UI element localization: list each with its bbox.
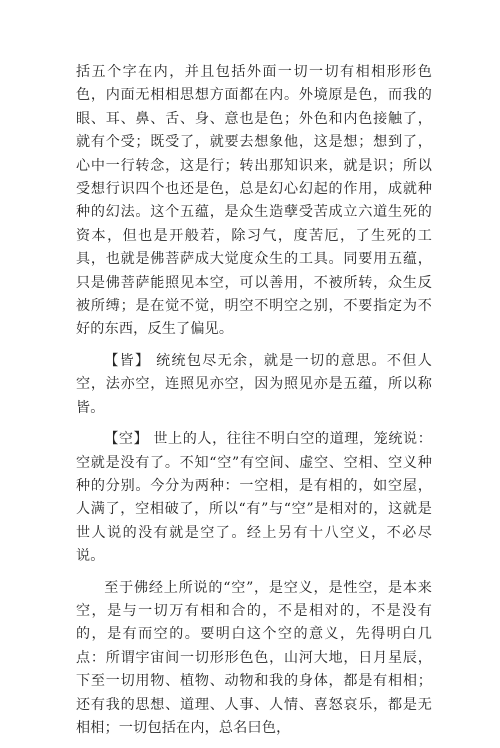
paragraph-kong-meaning: 至于佛经上所说的“空”，是空义，是性空，是本来空，是与一切万有相和合的，不是相对的，不是没有的，是有而空的。要明白这个空的意义，先得明白几点：所谓宇宙间一切形形色色，山河大地，日月星辰，下至一切用物、植物、动物和我的身体，都是有相相；还有我的思想、道理、人事、人情、喜怒哀乐，都是无相相；一切包括在内，总名曰色，: [76, 579, 432, 736]
body-text: [76, 61, 432, 748]
paragraph-continuation: 括五个字在内，并且包括外面一切一切有相相形形色色，内面无相相思想方面都在内。外境原是色，而我的眼、耳、鼻、舌、身、意也是色；外色和内色接触了，就有个受；既受了，就要去想象他，这是想；想到了，心中一行转念，这是行；转出那知识来，就是识；所以受想行识四个也还是色，总是幻心幻起的作用，成就种种的幻法。这个五蕴，是众生造孽受苦成立六道生死的资本，但也是开般若，除习气，度苦厄，了生死的工具，也就是佛菩萨成大觉度众生的工具。同要用五蕴，只是佛菩萨能照见本空，可以善用，不被所转，众生反被所缚；是在觉不觉，明空不明空之别，不要指定为不好的东西，反生了偏见。: [76, 64, 432, 338]
paragraph-jie: 【皆】 统统包尽无余，就是一切的意思。不但人空，法亦空，连照见亦空，因为照见亦是五蕴，所以称皆。: [76, 352, 432, 416]
paragraph-kong: 【空】 世上的人，往往不明白空的道理，笼统说：空就是没有了。不知“空”有空间、虚空、空相、空义种种的分别。今分为两种：一空相，是有相的，如空屋，人满了，空相破了，所以“有”与“空”是相对的，这就是世人说的没有就是空了。经上另有十八空义，不必尽说。: [76, 431, 432, 565]
